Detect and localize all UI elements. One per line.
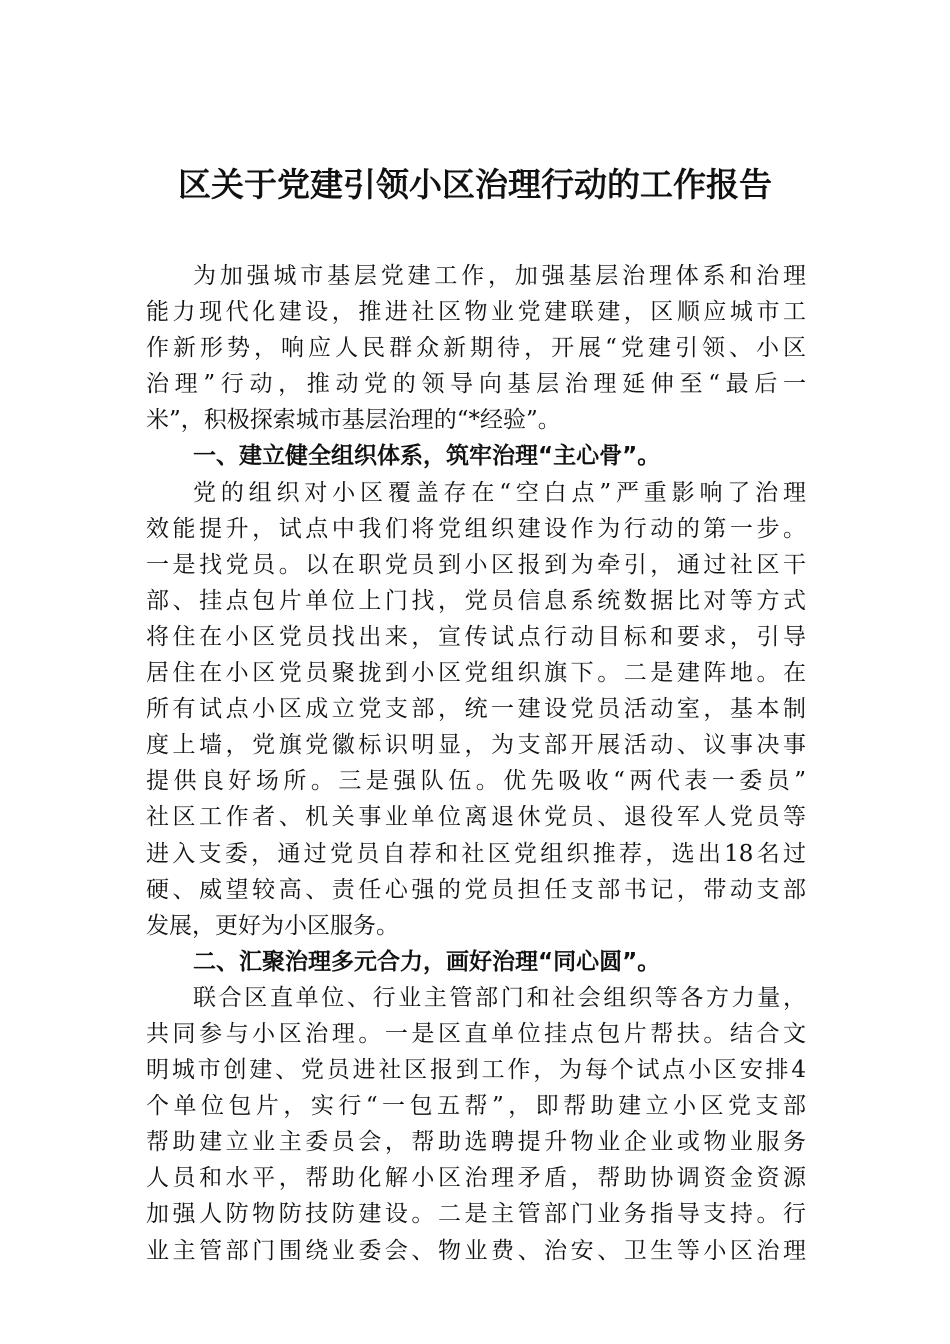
body-line: 共同参与小区治理。一是区直单位挂点包片帮扶。结合文 — [146, 1020, 806, 1047]
section-heading: 一、建立健全组织体系，筑牢治理“主心骨”。 — [193, 443, 661, 470]
body-line: 人员和水平，帮助化解小区治理矛盾，帮助协调资金资源 — [146, 1165, 806, 1192]
body-line: 治理”行动，推动党的领导向基层治理延伸至“最后一 — [146, 371, 806, 398]
body-line: 将住在小区党员找出来，宣传试点行动目标和要求，引导 — [146, 623, 806, 650]
body-line: 部、挂点包片单位上门找，党员信息系统数据比对等方式 — [146, 587, 806, 614]
body-line: 效能提升，试点中我们将党组织建设作为行动的第一步。 — [146, 515, 806, 542]
body-line: 作新形势，响应人民群众新期待，开展“党建引领、小区 — [146, 335, 806, 362]
body-line: 进入支委，通过党员自荐和社区党组织推荐，选出18名过 — [146, 840, 806, 867]
body-line: 社区工作者、机关事业单位离退休党员、退役军人党员等 — [146, 804, 806, 831]
body-line: 联合区直单位、行业主管部门和社会组织等各方力量， — [193, 984, 806, 1011]
body-line: 个单位包片，实行“一包五帮”，即帮助建立小区党支部 — [146, 1093, 806, 1120]
body-line: 明城市创建、党员进社区报到工作，为每个试点小区安排4 — [146, 1057, 806, 1084]
document-title: 区关于党建引领小区治理行动的工作报告 — [178, 165, 772, 204]
body-line: 提供良好场所。三是强队伍。优先吸收“两代表一委员” — [146, 768, 806, 795]
body-line: 所有试点小区成立党支部，统一建设党员活动室，基本制 — [146, 696, 806, 723]
body-line: 一是找党员。以在职党员到小区报到为牵引，通过社区干 — [146, 551, 806, 578]
body-line: 能力现代化建设，推进社区物业党建联建，区顺应城市工 — [146, 299, 806, 326]
body-line: 硬、威望较高、责任心强的党员担任支部书记，带动支部 — [146, 876, 806, 903]
body-line: 帮助建立业主委员会，帮助选聘提升物业企业或物业服务 — [146, 1129, 806, 1156]
document-body — [146, 258, 806, 1269]
body-line: 发展，更好为小区服务。 — [146, 912, 399, 939]
body-line: 业主管部门围绕业委会、物业费、治安、卫生等小区治理 — [146, 1237, 806, 1264]
body-line: 党的组织对小区覆盖存在“空白点”严重影响了治理 — [193, 479, 806, 506]
section-heading: 二、汇聚治理多元合力，画好治理“同心圆”。 — [193, 948, 661, 975]
body-line: 米”，积极探索城市基层治理的“*经验”。 — [146, 407, 561, 434]
body-line: 加强人防物防技防建设。二是主管部门业务指导支持。行 — [146, 1201, 806, 1228]
body-line: 度上墙，党旗党徽标识明显，为支部开展活动、议事决事 — [146, 732, 806, 759]
body-line: 为加强城市基层党建工作，加强基层治理体系和治理 — [193, 263, 806, 289]
body-line: 居住在小区党员聚拢到小区党组织旗下。二是建阵地。在 — [146, 660, 806, 687]
